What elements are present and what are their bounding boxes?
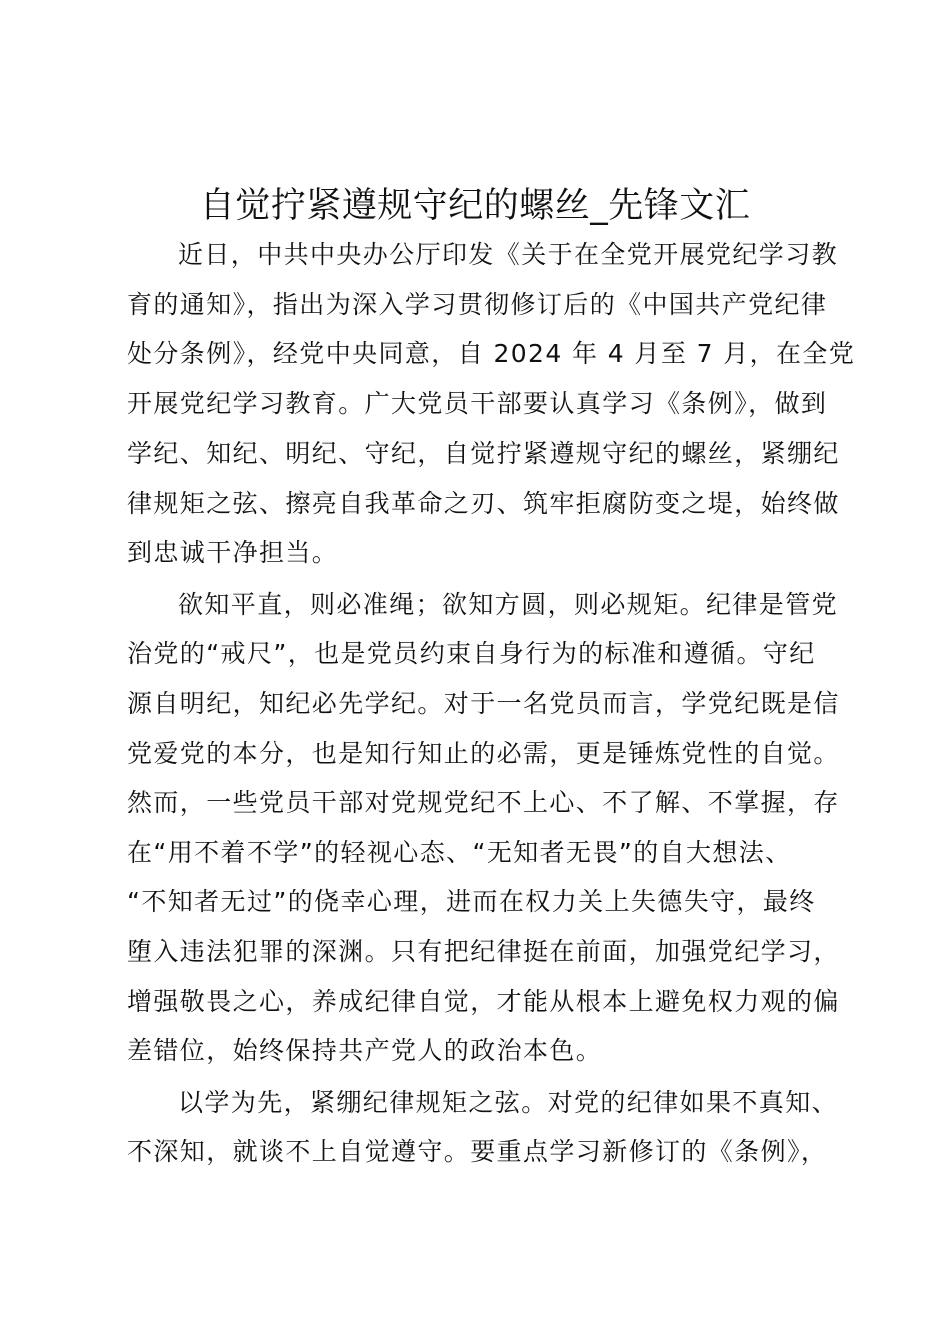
- paragraph-2-line-1: 欲知平直，则必准绳；欲知方圆，则必规矩。纪律是管党: [178, 590, 839, 619]
- paragraph-1-line-2: 育的通知》，指出为深入学习贯彻修订后的《中国共产党纪律: [127, 290, 828, 319]
- paragraph-2-line-5: 然而，一些党员干部对党规党纪不上心、不了解、不掌握，存: [127, 788, 840, 817]
- paragraph-2-line-3: 源自明纪，知纪必先学纪。对于一名党员而言，学党纪既是信: [127, 689, 840, 718]
- paragraph-2-line-9: 增强敬畏之心，养成纪律自觉，才能从根本上避免权力观的偏: [127, 987, 840, 1016]
- paragraph-2-line-10: 差错位，始终保持共产党人的政治本色。: [127, 1036, 603, 1065]
- paragraph-2-line-7: “不知者无过”的侥幸心理，进而在权力关上失德失守，最终: [127, 887, 816, 916]
- paragraph-2-line-2: 治党的“戒尺”，也是党员约束自身行为的标准和遵循。守纪: [127, 639, 816, 668]
- document-title: 自觉拧紧遵规守纪的螺丝_先锋文汇: [199, 186, 751, 226]
- paragraph-1-line-3: 处分条例》，经党中央同意，自 2024 年 4 月至 7 月，在全党: [127, 339, 856, 368]
- paragraph-2-line-6: 在“用不着不学”的轻视心态、“无知者无畏”的自大想法、: [127, 838, 792, 867]
- paragraph-3-line-1: 以学为先，紧绷纪律规矩之弦。对党的纪律如果不真知、: [178, 1088, 839, 1117]
- paragraph-1-line-1: 近日，中共中央办公厅印发《关于在全党开展党纪学习教: [178, 240, 839, 269]
- paragraph-1-line-7: 到忠诚干净担当。: [127, 538, 339, 567]
- paragraph-2-line-8: 堕入违法犯罪的深渊。只有把纪律挺在前面，加强党纪学习，: [127, 937, 840, 966]
- paragraph-1-line-6: 律规矩之弦、擦亮自我革命之刃、筑牢拒腐防变之堤，始终做: [127, 489, 840, 518]
- paragraph-3-line-2: 不深知，就谈不上自觉遵守。要重点学习新修订的《条例》，: [127, 1137, 828, 1166]
- paragraph-1-line-4: 开展党纪学习教育。广大党员干部要认真学习《条例》，做到: [127, 389, 828, 418]
- paragraph-1-line-5: 学纪、知纪、明纪、守纪，自觉拧紧遵规守纪的螺丝，紧绷纪: [127, 439, 840, 468]
- paragraph-2-line-4: 党爱党的本分，也是知行知止的必需，更是锤炼党性的自觉。: [127, 739, 840, 768]
